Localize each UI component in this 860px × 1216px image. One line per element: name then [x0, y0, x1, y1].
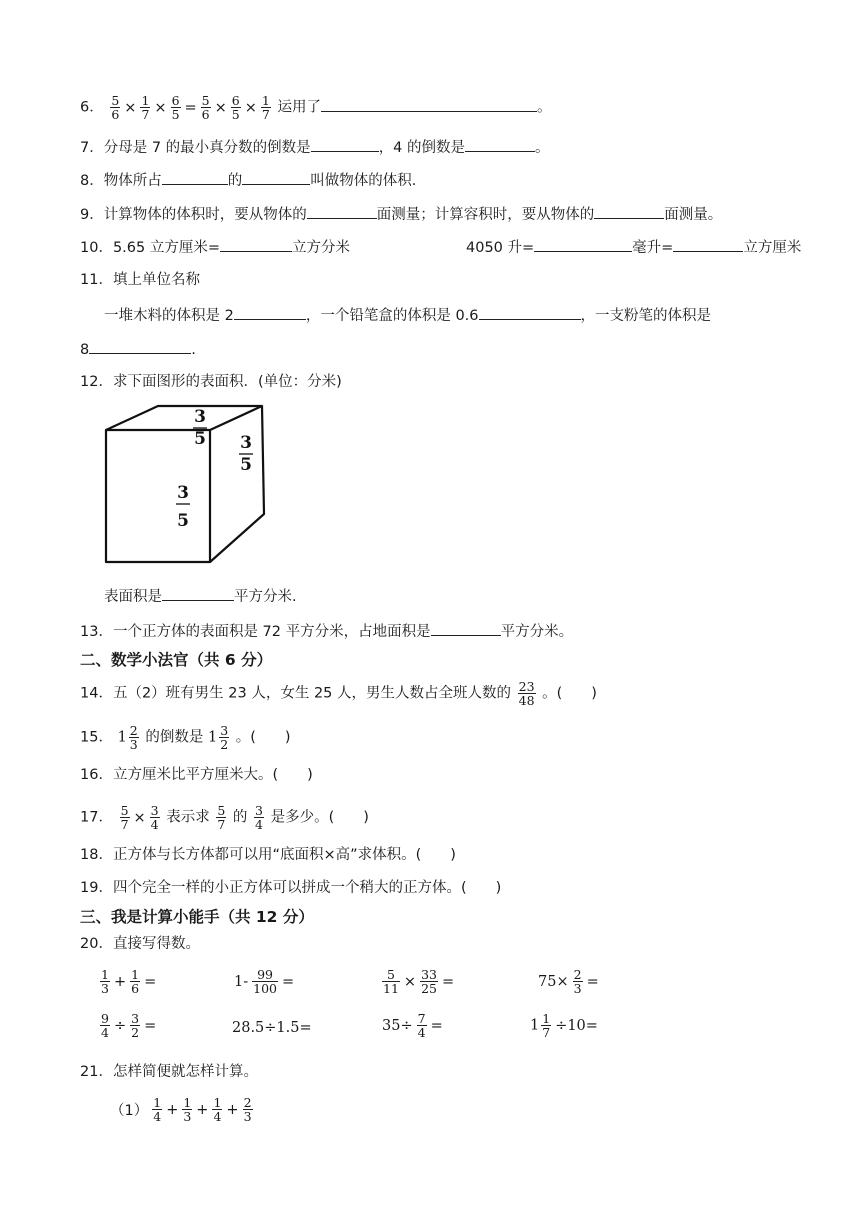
- fraction: $\frac{5}{6}$: [201, 93, 210, 122]
- question-11-line-2: [80, 338, 196, 360]
- cube-side-face: [210, 406, 264, 562]
- question-text: 毫升=: [632, 240, 674, 256]
- question-text: 立方厘米比平方厘米大。( ): [112, 767, 313, 783]
- answer-blank[interactable]: [534, 236, 632, 252]
- question-text: 的: [227, 173, 243, 189]
- question-text: 5.65 立方厘米=: [112, 240, 220, 256]
- answer-blank[interactable]: [89, 338, 191, 354]
- answer-blank[interactable]: [162, 169, 228, 185]
- answer-blank[interactable]: [162, 585, 234, 601]
- question-number: 17．: [80, 809, 113, 826]
- question-number: 16．: [80, 767, 113, 783]
- judgement-bracket[interactable]: 。( ): [235, 729, 291, 746]
- question-19: [80, 878, 501, 898]
- calc-item: $\frac{1}{3}$ + $\frac{1}{6}$ =: [101, 967, 157, 996]
- cube-top-face: [106, 406, 262, 430]
- question-number: 20．: [80, 936, 113, 952]
- section-heading: 二、数学小法官（共 6 分）: [80, 651, 273, 669]
- sub-question-number: （1）: [110, 1103, 149, 1119]
- question-number: 15．: [80, 729, 113, 746]
- judgement-bracket[interactable]: 。( ): [542, 685, 597, 702]
- answer-blank[interactable]: [242, 169, 310, 185]
- side-edge-denominator: 5: [240, 455, 252, 475]
- question-number: 9．: [80, 207, 104, 223]
- question-text: 的倒数是: [145, 729, 204, 746]
- question-text: 直接写得数。: [112, 936, 200, 952]
- question-text: 8: [80, 342, 90, 358]
- question-number: 7．: [80, 140, 104, 156]
- answer-blank[interactable]: [594, 203, 664, 219]
- question-11-line-1: [104, 304, 711, 326]
- front-edge-denominator: 5: [177, 511, 189, 531]
- question-text: 表面积是: [104, 589, 162, 605]
- question-number: 11．: [80, 272, 113, 288]
- question-number: 18．: [80, 847, 113, 863]
- fraction: $\frac{5}{7}$: [217, 803, 226, 832]
- top-edge-denominator: 5: [194, 429, 206, 449]
- question-text: 立方分米: [292, 240, 350, 256]
- question-text: 平方分米.: [234, 589, 297, 605]
- question-text[interactable]: 是多少。( ): [270, 809, 369, 826]
- question-text: 怎样简便就怎样计算。: [112, 1064, 258, 1080]
- calc-item: 75× $\frac{2}{3}$ =: [538, 967, 599, 996]
- question-number: 14．: [80, 685, 113, 702]
- answer-blank[interactable]: [673, 236, 743, 252]
- question-text: 一堆木料的体积是 2: [104, 308, 234, 324]
- question-9: [80, 203, 722, 225]
- answer-blank[interactable]: [311, 136, 379, 152]
- fraction: $\frac{3}{2}$: [220, 723, 229, 752]
- question-text: 平方分米。: [500, 624, 574, 640]
- question-20-title: [80, 934, 200, 954]
- question-text: 运用了: [277, 99, 321, 116]
- punctuation: 。: [536, 99, 552, 116]
- fraction: $\frac{1}{7}$: [141, 93, 150, 122]
- punctuation: 。: [535, 140, 550, 156]
- question-7: [80, 136, 550, 158]
- fraction: $\frac{1}{7}$: [261, 93, 270, 122]
- question-6: 6． $\frac{5}{6}$ × $\frac{1}{7}$ × $\frac{6}{5}$ = $\frac{5}{6}$ × $\frac{6}{5}$ × $\frac{1}{7}$ 运用了 。: [80, 93, 552, 122]
- answer-blank[interactable]: [431, 620, 501, 636]
- question-15: 15． 1 $\frac{2}{3}$ 的倒数是 1 $\frac{3}{2}$ 。( ): [80, 723, 291, 752]
- question-8: [80, 169, 416, 191]
- question-text: 填上单位名称: [112, 272, 200, 288]
- calc-item: 35÷ $\frac{7}{4}$ =: [382, 1011, 443, 1040]
- question-11-title: [80, 270, 200, 290]
- question-text: 正方体与长方体都可以用“底面积×高”求体积。( ): [112, 847, 456, 863]
- fraction: $\frac{3}{4}$: [255, 803, 263, 832]
- question-13: [80, 620, 573, 642]
- calc-item: 1 $\frac{1}{7}$ ÷10=: [530, 1011, 598, 1040]
- fraction: $\frac{2}{3}$: [129, 723, 138, 752]
- calc-item: 28.5÷1.5=: [232, 1020, 312, 1036]
- front-edge-numerator: 3: [177, 483, 189, 503]
- question-number: 8．: [80, 173, 104, 189]
- question-text: 叫做物体的体积.: [310, 173, 417, 189]
- answer-blank[interactable]: [479, 304, 581, 320]
- answer-blank[interactable]: [220, 236, 292, 252]
- question-18: [80, 845, 456, 865]
- question-17: 17． $\frac{5}{7}$ × $\frac{3}{4}$ 表示求 $\frac{5}{7}$ 的 $\frac{3}{4}$ 是多少。( ): [80, 803, 369, 832]
- question-16: [80, 765, 313, 785]
- question-text: 计算物体的体积时，要从物体的: [103, 207, 307, 223]
- calc-item: $\frac{9}{4}$ ÷ $\frac{3}{2}$ =: [101, 1011, 157, 1040]
- question-text: 4050 升=: [466, 240, 535, 256]
- side-edge-numerator: 3: [240, 433, 252, 453]
- question-14: [80, 680, 597, 707]
- cube-front-face: [106, 430, 210, 562]
- answer-blank[interactable]: [234, 304, 306, 320]
- question-text: ，4 的倒数是: [378, 140, 466, 156]
- question-21-sub-1: （1） $\frac{1}{4}$ + $\frac{1}{3}$ + $\frac{1}{4}$ + $\frac{2}{3}$: [110, 1095, 252, 1124]
- question-text: 四个完全一样的小正方体可以拼成一个稍大的正方体。( ): [112, 880, 502, 896]
- question-text: 一个正方体的表面积是 72 平方分米，占地面积是: [112, 624, 431, 640]
- punctuation: .: [191, 342, 196, 358]
- fraction: $\frac{5}{7}$: [120, 803, 129, 832]
- fraction: $\frac{3}{4}$: [150, 803, 159, 832]
- fraction: $\frac{6}{5}$: [231, 93, 240, 122]
- question-text: 求下面图形的表面积．(单位：分米): [112, 374, 342, 390]
- question-number: 19．: [80, 880, 113, 896]
- question-text: 五（2）班有男生 23 人，女生 25 人，男生人数占全班人数的: [112, 685, 512, 702]
- question-number: 13．: [80, 624, 113, 640]
- cube-figure: [100, 400, 270, 568]
- calc-item: 1- $\frac{99}{100}$ =: [234, 967, 295, 996]
- question-text: 的: [232, 809, 248, 826]
- question-21-title: [80, 1062, 258, 1082]
- question-number: 12．: [80, 374, 113, 390]
- question-text: 物体所占: [103, 173, 162, 189]
- fraction: $\frac{5}{6}$: [111, 93, 120, 122]
- calc-item: $\frac{5}{11}$ × $\frac{33}{25}$ =: [383, 967, 455, 996]
- section-heading: 三、我是计算小能手（共 12 分）: [80, 908, 314, 926]
- top-edge-numerator: 3: [194, 407, 206, 427]
- question-text: 表示求: [166, 809, 210, 826]
- question-text: 分母是 7 的最小真分数的倒数是: [103, 140, 311, 156]
- answer-blank[interactable]: [465, 136, 535, 152]
- question-text: 立方厘米: [743, 240, 802, 256]
- answer-blank[interactable]: [307, 203, 377, 219]
- question-text: 面测量；计算容积时，要从物体的: [376, 207, 595, 223]
- question-10-part-2: [466, 236, 801, 258]
- question-number: 6．: [80, 99, 104, 116]
- fraction: $\frac{6}{5}$: [171, 93, 180, 122]
- question-text: ，一支粉笔的体积是: [580, 308, 712, 324]
- question-12-answer: [104, 585, 297, 607]
- question-text: ，一个铅笔盒的体积是 0.6: [305, 308, 479, 324]
- question-number: 21．: [80, 1064, 113, 1080]
- question-number: 10．: [80, 240, 113, 256]
- fraction: $\frac{23}{48}$: [518, 679, 535, 708]
- question-12-title: [80, 372, 342, 392]
- answer-blank[interactable]: [321, 96, 537, 112]
- question-text: 面测量。: [664, 207, 723, 223]
- question-10: [80, 236, 350, 258]
